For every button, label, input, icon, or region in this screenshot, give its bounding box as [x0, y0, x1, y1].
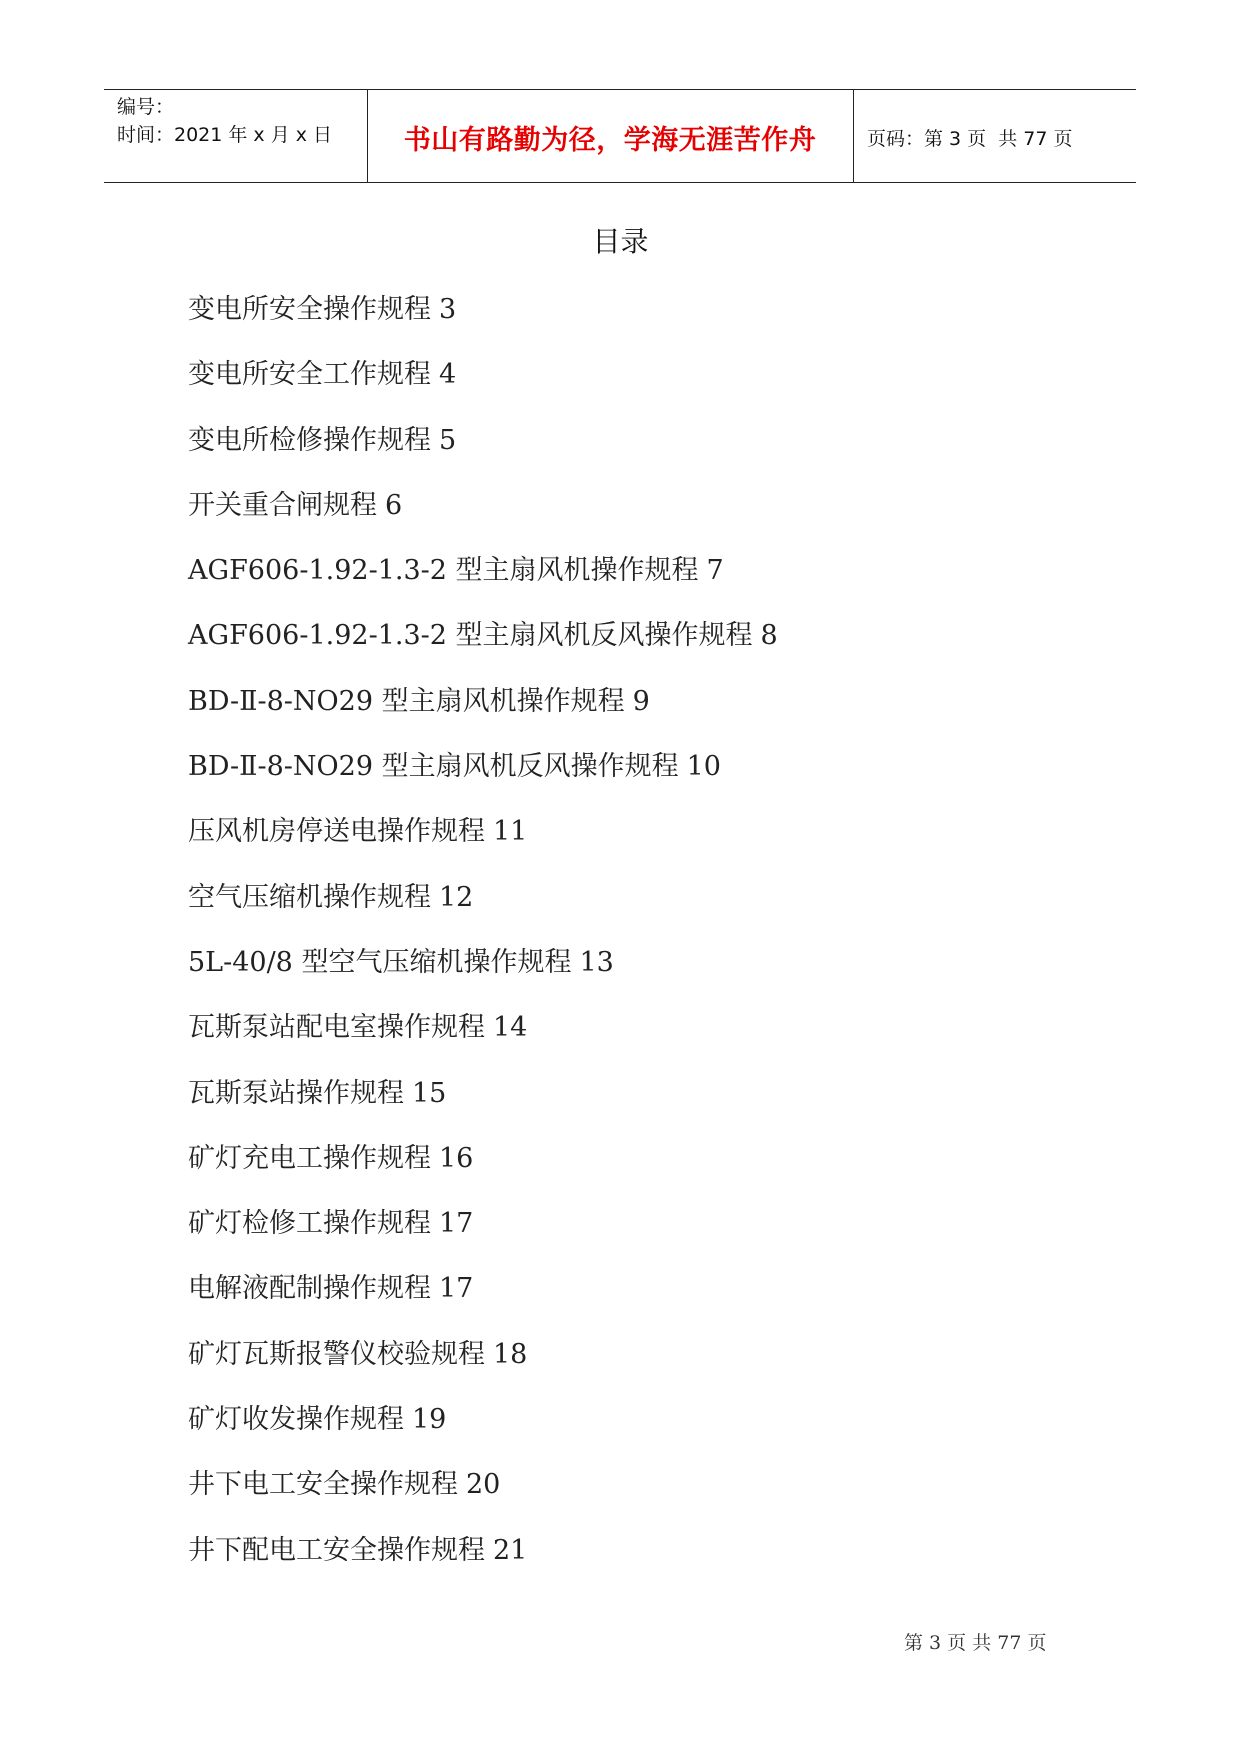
toc-entry[interactable]	[188, 1072, 778, 1137]
toc-entry[interactable]	[188, 745, 778, 810]
toc-entry[interactable]	[188, 1202, 778, 1267]
header-page-info: 页码：第 3 页 共 77 页	[867, 127, 1073, 150]
toc-list	[188, 288, 778, 1594]
toc-entry[interactable]	[188, 1529, 778, 1594]
toc-entry-page-number: 21	[493, 1534, 528, 1566]
toc-entry[interactable]	[188, 876, 778, 941]
toc-entry-page-number: 6	[385, 489, 403, 521]
toc-entry[interactable]	[188, 484, 778, 549]
toc-entry-label: 井下电工安全操作规程	[188, 1469, 458, 1501]
toc-entry-label: 压风机房停送电操作规程	[188, 816, 485, 848]
toc-entry[interactable]	[188, 680, 778, 745]
header-divider-right	[853, 90, 854, 182]
toc-entry-label: AGF606-1.92-1.3-2 型主扇风机操作规程	[188, 555, 699, 587]
toc-entry[interactable]	[188, 1006, 778, 1071]
toc-title: 目录	[592, 225, 649, 258]
toc-entry-page-number: 8	[760, 620, 778, 652]
toc-entry-page-number: 20	[466, 1469, 501, 1501]
toc-entry[interactable]	[188, 1333, 778, 1398]
header-meta	[117, 93, 332, 149]
toc-entry[interactable]	[188, 549, 778, 614]
toc-entry-label: 变电所安全操作规程	[188, 294, 431, 325]
page-footer: 第 3 页 共 77 页	[904, 1632, 1047, 1654]
toc-entry[interactable]	[188, 419, 778, 484]
toc-entry-label: 变电所检修操作规程	[188, 424, 431, 456]
toc-entry[interactable]	[188, 288, 778, 353]
toc-entry[interactable]	[188, 810, 778, 875]
toc-entry-page-number: 15	[412, 1077, 447, 1109]
toc-entry-page-number: 14	[493, 1012, 528, 1044]
toc-entry-page-number: 17	[439, 1208, 474, 1240]
toc-entry-page-number: 13	[579, 946, 614, 978]
toc-entry-label: 变电所安全工作规程	[188, 359, 431, 391]
toc-entry-label: 矿灯瓦斯报警仪校验规程	[188, 1338, 485, 1370]
toc-entry-label: BD-Ⅱ-8-NO29 型主扇风机反风操作规程	[188, 751, 679, 783]
toc-entry-label: 矿灯充电工操作规程	[188, 1142, 431, 1174]
toc-entry-page-number: 3	[439, 294, 457, 325]
toc-entry[interactable]	[188, 614, 778, 679]
document-number-label: 编号：	[117, 96, 175, 118]
toc-entry-label: 空气压缩机操作规程	[188, 881, 431, 913]
toc-entry-page-number: 18	[493, 1338, 528, 1370]
toc-entry[interactable]	[188, 941, 778, 1006]
toc-entry-label: 电解液配制操作规程	[188, 1273, 431, 1305]
toc-entry[interactable]	[188, 1398, 778, 1463]
toc-entry-page-number: 12	[439, 881, 474, 913]
toc-entry-label: 井下配电工安全操作规程	[188, 1534, 485, 1566]
toc-entry-label: BD-Ⅱ-8-NO29 型主扇风机操作规程	[188, 685, 625, 717]
toc-entry[interactable]	[188, 1267, 778, 1332]
toc-entry-page-number: 5	[439, 424, 457, 456]
toc-entry[interactable]	[188, 353, 778, 418]
toc-entry-page-number: 7	[706, 555, 724, 587]
toc-entry-page-number: 17	[439, 1273, 474, 1305]
toc-entry-page-number: 9	[632, 685, 650, 717]
toc-entry-label: 矿灯检修工操作规程	[188, 1208, 431, 1240]
toc-entry-page-number: 19	[412, 1404, 447, 1436]
toc-entry-label: 瓦斯泵站配电室操作规程	[188, 1012, 485, 1044]
toc-entry[interactable]	[188, 1137, 778, 1202]
toc-entry-page-number: 4	[439, 359, 457, 391]
toc-entry-label: 开关重合闸规程	[188, 489, 377, 521]
toc-entry[interactable]	[188, 1463, 778, 1528]
toc-entry-label: 瓦斯泵站操作规程	[188, 1077, 404, 1109]
toc-entry-page-number: 10	[686, 751, 721, 783]
toc-entry-label: 矿灯收发操作规程	[188, 1404, 404, 1436]
page-header	[104, 89, 1136, 183]
toc-entry-label: AGF606-1.92-1.3-2 型主扇风机反风操作规程	[188, 620, 753, 652]
header-motto: 书山有路勤为径，学海无涯苦作舟	[403, 124, 817, 156]
toc-entry-page-number: 11	[493, 816, 528, 848]
document-time: 时间：2021 年 x 月 x 日	[117, 124, 333, 146]
toc-entry-label: 5L-40/8 型空气压缩机操作规程	[188, 946, 572, 978]
toc-entry-page-number: 16	[439, 1142, 474, 1174]
